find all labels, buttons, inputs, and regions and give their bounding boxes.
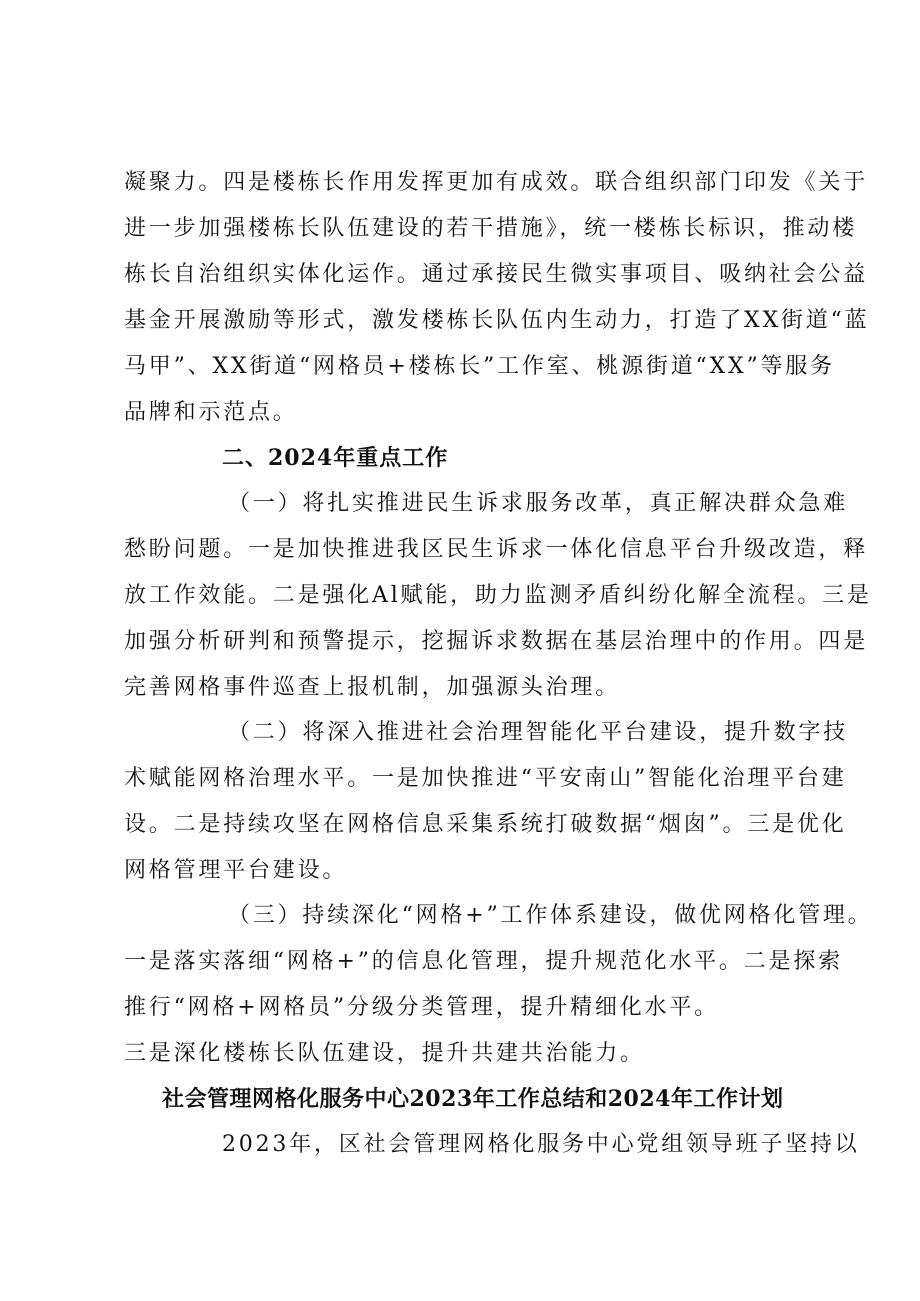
text-line: 愁盼问题。一是加快推进我区民生诉求一体化信息平台升级改造，释 — [124, 537, 869, 562]
text-line: 加强分析研判和预警提示，挖掘诉求数据在基层治理中的作用。四是 — [124, 629, 869, 654]
text-line: （三）持续深化“网格+”工作体系建设，做优网格化管理。 — [228, 903, 873, 928]
text-line: （一）将扎实推进民生诉求服务改革，真正解决群众急难 — [228, 491, 849, 516]
text-line: （二）将深入推进社会治理智能化平台建设，提升数字技 — [228, 720, 849, 745]
text-line: 一是落实落细“网格+”的信息化管理，提升规范化水平。二是探索 — [124, 949, 843, 974]
text-line: 术赋能网格治理水平。一是加快推进“平安南山”智能化治理平台建 — [124, 766, 847, 791]
section-heading: 二、2024年重点工作 — [222, 445, 449, 471]
text-line: 放工作效能。二是强化Al赋能，助力监测矛盾纠纷化解全流程。三是 — [124, 583, 872, 608]
text-line: 品牌和示范点。 — [124, 400, 298, 425]
text-line: 基金开展激励等形式，激发楼栋长队伍内生动力，打造了XX街道“蓝 — [124, 308, 870, 333]
text-line: 栋长自治组织实体化运作。通过承接民生微实事项目、吸纳社会公益 — [124, 262, 869, 287]
text-line: 凝聚力。四是楼栋长作用发挥更加有成效。联合组织部门印发《关于 — [124, 170, 869, 195]
text-line: 三是深化楼栋长队伍建设，提升共建共治能力。 — [124, 1041, 645, 1066]
text-line: 设。二是持续攻坚在网格信息采集系统打破数据“烟囱”。三是优化 — [124, 812, 847, 837]
text-line: 完善网格事件巡查上报机制，加强源头治理。 — [124, 675, 621, 700]
text-line: 2023年，区社会管理网格化服务中心党组领导班子坚持以 — [222, 1132, 860, 1157]
text-line: 推行“网格+网格员”分级分类管理，提升精细化水平。 — [124, 995, 719, 1020]
text-line: 进一步加强楼栋长队伍建设的若干措施》，统一楼栋长标识，推动楼 — [124, 216, 858, 241]
document-title: 社会管理网格化服务中心2023年工作总结和2024年工作计划 — [162, 1086, 784, 1112]
text-line: 马甲”、XX街道“网格员+楼栋长”工作室、桃源街道“XX”等服务 — [124, 354, 835, 379]
text-line: 网格管理平台建设。 — [124, 858, 348, 883]
